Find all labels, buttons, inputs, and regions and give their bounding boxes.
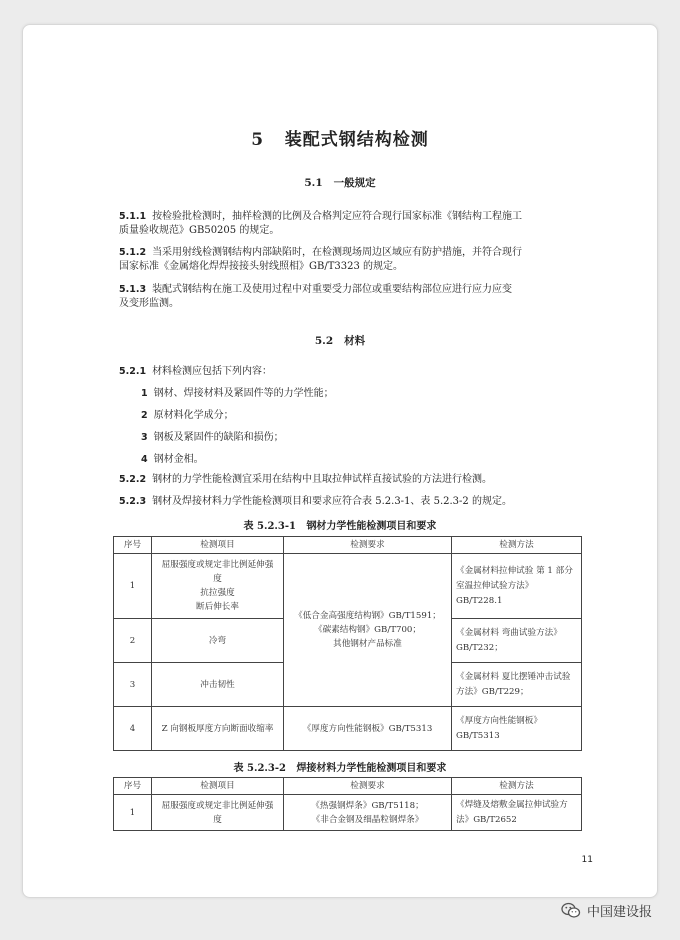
- chapter-title: [23, 125, 657, 150]
- clause-text: 钢材的力学性能检测宜采用在结构中且取拉伸试样直接试验的方法进行检测。: [152, 474, 493, 485]
- requirement-line: 《非合金钢及细晶粒钢焊条》: [311, 814, 424, 825]
- clause-text-cont: 质量验收规范》GB50205 的规定。: [119, 225, 280, 236]
- item-line: 屈服强度或规定非比例延伸强: [161, 800, 274, 811]
- clause-number: 5.2.1: [119, 366, 147, 377]
- page-number: 11: [581, 855, 593, 865]
- table-row: [114, 707, 582, 751]
- list-number: 1: [141, 388, 148, 399]
- row-number: 1: [114, 554, 152, 619]
- table-number: 表 5.2.3-2: [233, 763, 286, 774]
- clause-text-cont: 国家标准《金属熔化焊焊接接头射线照相》GB/T3323 的规定。: [119, 261, 404, 272]
- clause-5-2-3: [119, 495, 512, 509]
- table-weld-mechanical: [113, 777, 582, 831]
- clause-text: 材料检测应包括下列内容：: [152, 366, 273, 377]
- header-cell: 检测项目: [152, 537, 284, 554]
- method-cell: 《金属材料 弯曲试验方法》GB/T232；: [452, 619, 582, 663]
- method-cell: 《厚度方向性能钢板》GB/T5313: [452, 707, 582, 751]
- requirement-line: 其他钢材产品标准: [333, 639, 402, 649]
- header-cell: 检测要求: [284, 778, 452, 795]
- clause-number: 5.2.3: [119, 496, 147, 507]
- clause-5-2-2: [119, 473, 492, 487]
- header-cell: 检测方法: [452, 778, 582, 795]
- clause-text: 钢材及焊接材料力学性能检测项目和要求应符合表 5.2.3-1、表 5.2.3-2 的规定。: [152, 496, 512, 507]
- watermark-text: 中国建设报: [586, 905, 652, 920]
- clause-text-cont: 及变形监测。: [119, 298, 179, 309]
- item-line: 度: [213, 814, 222, 825]
- requirement-line: 《热强钢焊条》GB/T5118；: [311, 800, 424, 811]
- section-number: 5.2: [314, 335, 334, 347]
- table-number: 表 5.2.3-1: [243, 521, 296, 532]
- section-number: 5.1: [304, 177, 323, 189]
- watermark: [561, 901, 652, 920]
- list-number: 2: [141, 410, 148, 421]
- clause-5-2-1: [119, 365, 272, 379]
- list-number: 3: [141, 432, 148, 443]
- item-line: 度: [213, 574, 222, 584]
- list-item: [141, 453, 204, 467]
- requirement-line: 《碳素结构钢》GB/T700；: [314, 625, 421, 635]
- table-title: 钢材力学性能检测项目和要求: [306, 521, 437, 532]
- table-title: 焊接材料力学性能检测项目和要求: [296, 763, 447, 774]
- item-line: 屈服强度或规定非比例延伸强: [161, 560, 274, 570]
- clause-text: 当采用射线检测钢结构内部缺陷时，在检测现场周边区域应有防护措施，并符合现行: [152, 247, 523, 258]
- clause-number: 5.1.1: [119, 211, 147, 222]
- item-line: 断后伸长率: [196, 602, 239, 612]
- clause-number: 5.2.2: [119, 474, 147, 485]
- table-2-caption: [23, 759, 657, 774]
- section-title: 材料: [344, 335, 366, 347]
- header-cell: 序号: [114, 537, 152, 554]
- row-number: 3: [114, 663, 152, 707]
- row-number: 2: [114, 619, 152, 663]
- table-row: [114, 554, 582, 619]
- row-number: 4: [114, 707, 152, 751]
- item-cell: 冷弯: [152, 619, 284, 663]
- section-5-1-heading: [23, 175, 657, 190]
- clause-number: 5.1.3: [119, 284, 147, 295]
- list-item: [141, 431, 284, 445]
- item-line: 抗拉强度: [200, 588, 235, 598]
- list-item: [141, 387, 334, 401]
- header-cell: 检测项目: [152, 778, 284, 795]
- section-5-2-heading: [23, 333, 657, 348]
- item-cell: 冲击韧性: [152, 663, 284, 707]
- clause-text: 装配式钢结构在施工及使用过程中对重要受力部位或重要结构部位应进行应力应变: [152, 284, 513, 295]
- clause-5-1-3: [119, 283, 512, 311]
- row-number: 1: [114, 795, 152, 831]
- clause-5-1-1: [119, 210, 522, 238]
- list-item: [141, 409, 234, 423]
- list-text: 钢板及紧固件的缺陷和损伤；: [153, 432, 284, 443]
- table-row: [114, 795, 582, 831]
- method-cell: 《金属材料 夏比摆锤冲击试验方法》GB/T229；: [452, 663, 582, 707]
- method-cell: 《金属材料拉伸试验 第 1 部分 室温拉伸试验方法》GB/T228.1: [452, 554, 582, 619]
- table-header-row: [114, 537, 582, 554]
- method-cell: 《焊缝及熔敷金属拉伸试验方法》GB/T2652: [452, 795, 582, 831]
- clause-5-1-2: [119, 246, 522, 274]
- list-text: 原材料化学成分；: [153, 410, 234, 421]
- requirement-cell: [284, 795, 452, 831]
- table-header-row: [114, 778, 582, 795]
- requirement-cell: [284, 554, 452, 707]
- wechat-icon: [561, 902, 581, 919]
- header-cell: 检测方法: [452, 537, 582, 554]
- requirement-cell: 《厚度方向性能钢板》GB/T5313: [284, 707, 452, 751]
- header-cell: 序号: [114, 778, 152, 795]
- header-cell: 检测要求: [284, 537, 452, 554]
- clause-text: 按检验批检测时，抽样检测的比例及合格判定应符合现行国家标准《钢结构工程施工: [152, 211, 523, 222]
- section-title: 一般规定: [333, 177, 376, 189]
- requirement-line: 《低合金高强度结构钢》GB/T1591；: [294, 611, 441, 621]
- chapter-number: 5: [251, 130, 265, 150]
- chapter-name: 装配式钢结构检测: [284, 130, 429, 150]
- item-cell: [152, 795, 284, 831]
- item-cell: Z 向钢板厚度方向断面收缩率: [152, 707, 284, 751]
- list-number: 4: [141, 454, 148, 465]
- clause-number: 5.1.2: [119, 247, 147, 258]
- item-cell: [152, 554, 284, 619]
- table-1-caption: [23, 517, 657, 532]
- table-steel-mechanical: [113, 536, 582, 751]
- list-text: 钢材金相。: [153, 454, 204, 465]
- document-page: [22, 24, 658, 898]
- list-text: 钢材、焊接材料及紧固件等的力学性能；: [153, 388, 334, 399]
